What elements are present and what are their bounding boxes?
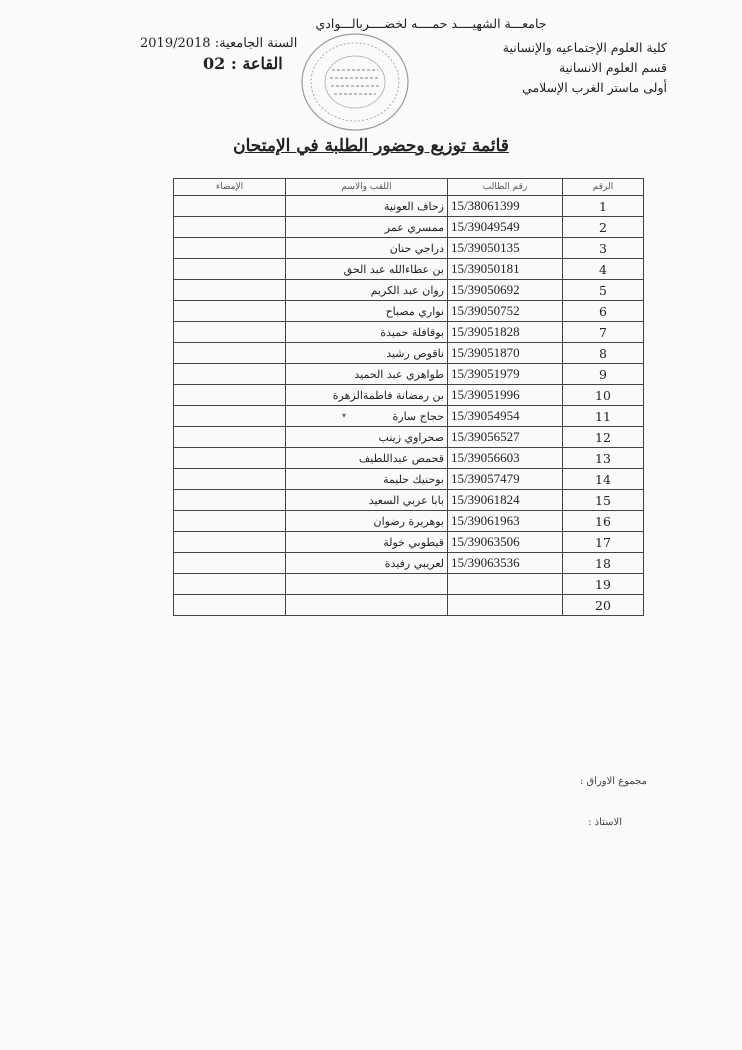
row-number: 11 <box>563 406 644 427</box>
signature-cell <box>174 490 286 511</box>
header-student-id: رقم الطالب <box>448 179 563 196</box>
student-name: ناقوص رشيد <box>286 343 448 364</box>
student-id: 15/39061963 <box>448 511 563 532</box>
student-name: بن عطاءالله عبد الحق <box>286 259 448 280</box>
academic-year: السنة الجامعية: 2019/2018 <box>140 36 298 51</box>
signature-cell <box>174 448 286 469</box>
page-title: قائمة توزيع وحضور الطلبة في الإمتحان <box>233 136 509 156</box>
row-number: 4 <box>563 259 644 280</box>
student-name: روان عبد الكريم <box>286 280 448 301</box>
table-row <box>174 301 644 322</box>
table-row <box>174 595 644 616</box>
student-name: زحاف العونية <box>286 196 448 217</box>
signature-cell <box>174 217 286 238</box>
row-number: 13 <box>563 448 644 469</box>
student-name: نواري مصباح <box>286 301 448 322</box>
department-name: قسم العلوم الانسانية <box>558 60 667 75</box>
table-row <box>174 553 644 574</box>
row-number: 14 <box>563 469 644 490</box>
table-row <box>174 196 644 217</box>
student-name: حجاج سارة <box>286 406 448 427</box>
row-number: 16 <box>563 511 644 532</box>
signature-cell <box>174 238 286 259</box>
student-id: 15/39056603 <box>448 448 563 469</box>
official-stamp-icon <box>298 30 413 135</box>
table-row <box>174 490 644 511</box>
row-number: 10 <box>563 385 644 406</box>
table-row <box>174 280 644 301</box>
professor-label: الاستاذ : <box>588 817 622 828</box>
row-number: 19 <box>563 574 644 595</box>
student-id: 15/39050135 <box>448 238 563 259</box>
student-name: بوقافلة حميدة <box>286 322 448 343</box>
table-row <box>174 574 644 595</box>
row-number: 3 <box>563 238 644 259</box>
student-id: 15/39051979 <box>448 364 563 385</box>
student-name: بن رمضانة فاطمةالزهرة <box>286 385 448 406</box>
student-id <box>448 574 563 595</box>
row-number: 15 <box>563 490 644 511</box>
table-row <box>174 343 644 364</box>
student-id: 15/39049549 <box>448 217 563 238</box>
signature-cell <box>174 259 286 280</box>
signature-cell <box>174 385 286 406</box>
institution-block <box>503 38 667 98</box>
signature-cell <box>174 364 286 385</box>
table-row <box>174 385 644 406</box>
student-id: 15/39063536 <box>448 553 563 574</box>
attendance-table <box>173 178 644 616</box>
header-signature: الإمضاء <box>174 179 286 196</box>
header-name: اللقب والاسم <box>286 179 448 196</box>
student-name <box>286 574 448 595</box>
table-row <box>174 238 644 259</box>
signature-cell <box>174 301 286 322</box>
table-row <box>174 217 644 238</box>
student-id: 15/39050181 <box>448 259 563 280</box>
signature-cell <box>174 427 286 448</box>
signature-cell <box>174 196 286 217</box>
row-number: 9 <box>563 364 644 385</box>
signature-cell <box>174 469 286 490</box>
row-number: 2 <box>563 217 644 238</box>
signature-cell <box>174 406 286 427</box>
student-id <box>448 595 563 616</box>
student-name: بابا عربي السعيد <box>286 490 448 511</box>
row-number: 12 <box>563 427 644 448</box>
student-id: 15/39051996 <box>448 385 563 406</box>
student-id: 15/39054954 <box>448 406 563 427</box>
table-row <box>174 427 644 448</box>
row-number: 17 <box>563 532 644 553</box>
student-name <box>286 595 448 616</box>
program-name: أولى ماستر الغرب الإسلامي <box>522 80 667 95</box>
signature-cell <box>174 595 286 616</box>
student-name: ممسري عمر <box>286 217 448 238</box>
table-row <box>174 532 644 553</box>
exam-hall: القاعة : 02 <box>203 54 283 73</box>
student-name: دراجي حنان <box>286 238 448 259</box>
signature-cell <box>174 322 286 343</box>
student-id: 15/39051828 <box>448 322 563 343</box>
student-id: 15/38061399 <box>448 196 563 217</box>
table-row <box>174 364 644 385</box>
university-name: جامعـــة الشهيــــد حمــــه لخضــــربالـــوادي <box>315 16 547 31</box>
row-number: 18 <box>563 553 644 574</box>
table-row <box>174 448 644 469</box>
student-name: صحراوي زينب <box>286 427 448 448</box>
table-row <box>174 469 644 490</box>
header-number: الرقم <box>563 179 644 196</box>
stray-mark: ▾ <box>342 411 347 420</box>
student-name: قيطوبي خولة <box>286 532 448 553</box>
student-name: قحمص عبداللطيف <box>286 448 448 469</box>
student-name: بوهريرة رضوان <box>286 511 448 532</box>
student-id: 15/39050692 <box>448 280 563 301</box>
table-row <box>174 259 644 280</box>
student-id: 15/39050752 <box>448 301 563 322</box>
table-row <box>174 511 644 532</box>
row-number: 6 <box>563 301 644 322</box>
row-number: 8 <box>563 343 644 364</box>
student-id: 15/39063506 <box>448 532 563 553</box>
row-number: 5 <box>563 280 644 301</box>
student-name: لعريبي رفيدة <box>286 553 448 574</box>
student-name: طواهري عبد الحميد <box>286 364 448 385</box>
total-sheets-label: مجموع الاوراق : <box>579 776 647 787</box>
signature-cell <box>174 343 286 364</box>
signature-cell <box>174 511 286 532</box>
row-number: 1 <box>563 196 644 217</box>
signature-cell <box>174 280 286 301</box>
row-number: 20 <box>563 595 644 616</box>
signature-cell <box>174 532 286 553</box>
student-id: 15/39056527 <box>448 427 563 448</box>
student-id: 15/39057479 <box>448 469 563 490</box>
table-row <box>174 406 644 427</box>
signature-cell <box>174 574 286 595</box>
signature-cell <box>174 553 286 574</box>
student-name: بوحنيك حليمة <box>286 469 448 490</box>
student-id: 15/39051870 <box>448 343 563 364</box>
table-row <box>174 322 644 343</box>
row-number: 7 <box>563 322 644 343</box>
table-header-row <box>174 179 644 196</box>
faculty-name: كلية العلوم الإجتماعيه والإنسانية <box>502 40 667 55</box>
student-id: 15/39061824 <box>448 490 563 511</box>
